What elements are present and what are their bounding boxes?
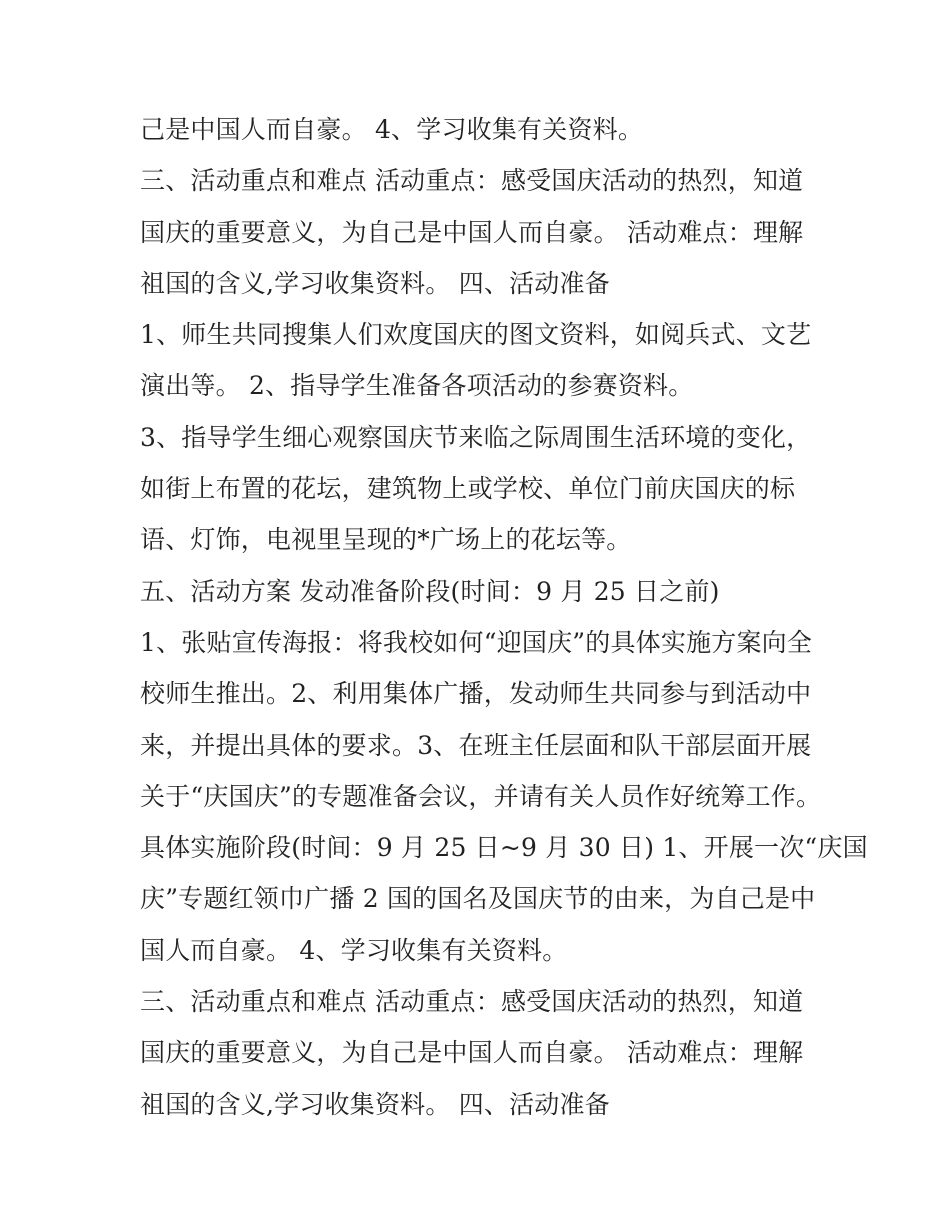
text-line-19: 国庆的重要意义，为自己是中国人而自豪。 活动难点：理解 xyxy=(140,1038,804,1068)
text-line-8: 如街上布置的花坛，建筑物上或学校、单位门前庆国庆的标 xyxy=(140,474,796,504)
text-line-9: 语、灯饰，电视里呈现的*广场上的花坛等。 xyxy=(140,525,632,555)
text-line-3: 国庆的重要意义，为自己是中国人而自豪。 活动难点：理解 xyxy=(140,217,804,247)
text-line-16: 庆”专题红领巾广播 2 国的国名及国庆节的由来，为自己是中 xyxy=(140,884,816,914)
text-line-17: 国人而自豪。 4、学习收集有关资料。 xyxy=(140,935,568,965)
text-line-12: 校师生推出。2、利用集体广播，发动师生共同参与到活动中 xyxy=(140,679,812,709)
text-line-6: 演出等。 2、指导学生准备各项活动的参赛资料。 xyxy=(140,371,694,401)
text-line-1: 己是中国人而自豪。 4、学习收集有关资料。 xyxy=(140,115,644,144)
text-line-11: 1、张贴宣传海报：将我校如何“迎国庆”的具体实施方案向全 xyxy=(140,627,813,657)
text-line-10: 五、活动方案 发动准备阶段(时间：9 月 25 日之前) xyxy=(140,576,720,606)
text-line-4: 祖国的含义,学习收集资料。 四、活动准备 xyxy=(140,268,610,298)
text-line-15: 具体实施阶段(时间：9 月 25 日~9 月 30 日) 1、开展一次“庆国 xyxy=(140,833,868,863)
text-line-14: 关于“庆国庆”的专题准备会议，并请有关人员作好统筹工作。 xyxy=(140,781,822,811)
text-line-5: 1、师生共同搜集人们欢度国庆的图文资料，如阅兵式、文艺 xyxy=(140,320,812,350)
text-line-20: 祖国的含义,学习收集资料。 四、活动准备 xyxy=(140,1089,610,1119)
document-body xyxy=(140,104,868,1130)
text-line-13: 来，并提出具体的要求。3、在班主任层面和队干部层面开展 xyxy=(140,730,812,760)
text-line-18: 三、活动重点和难点 活动重点：感受国庆活动的热烈，知道 xyxy=(140,987,804,1017)
text-line-7: 3、指导学生细心观察国庆节来临之际周围生活环境的变化， xyxy=(140,422,812,452)
text-line-2: 三、活动重点和难点 活动重点：感受国庆活动的热烈，知道 xyxy=(140,166,804,196)
